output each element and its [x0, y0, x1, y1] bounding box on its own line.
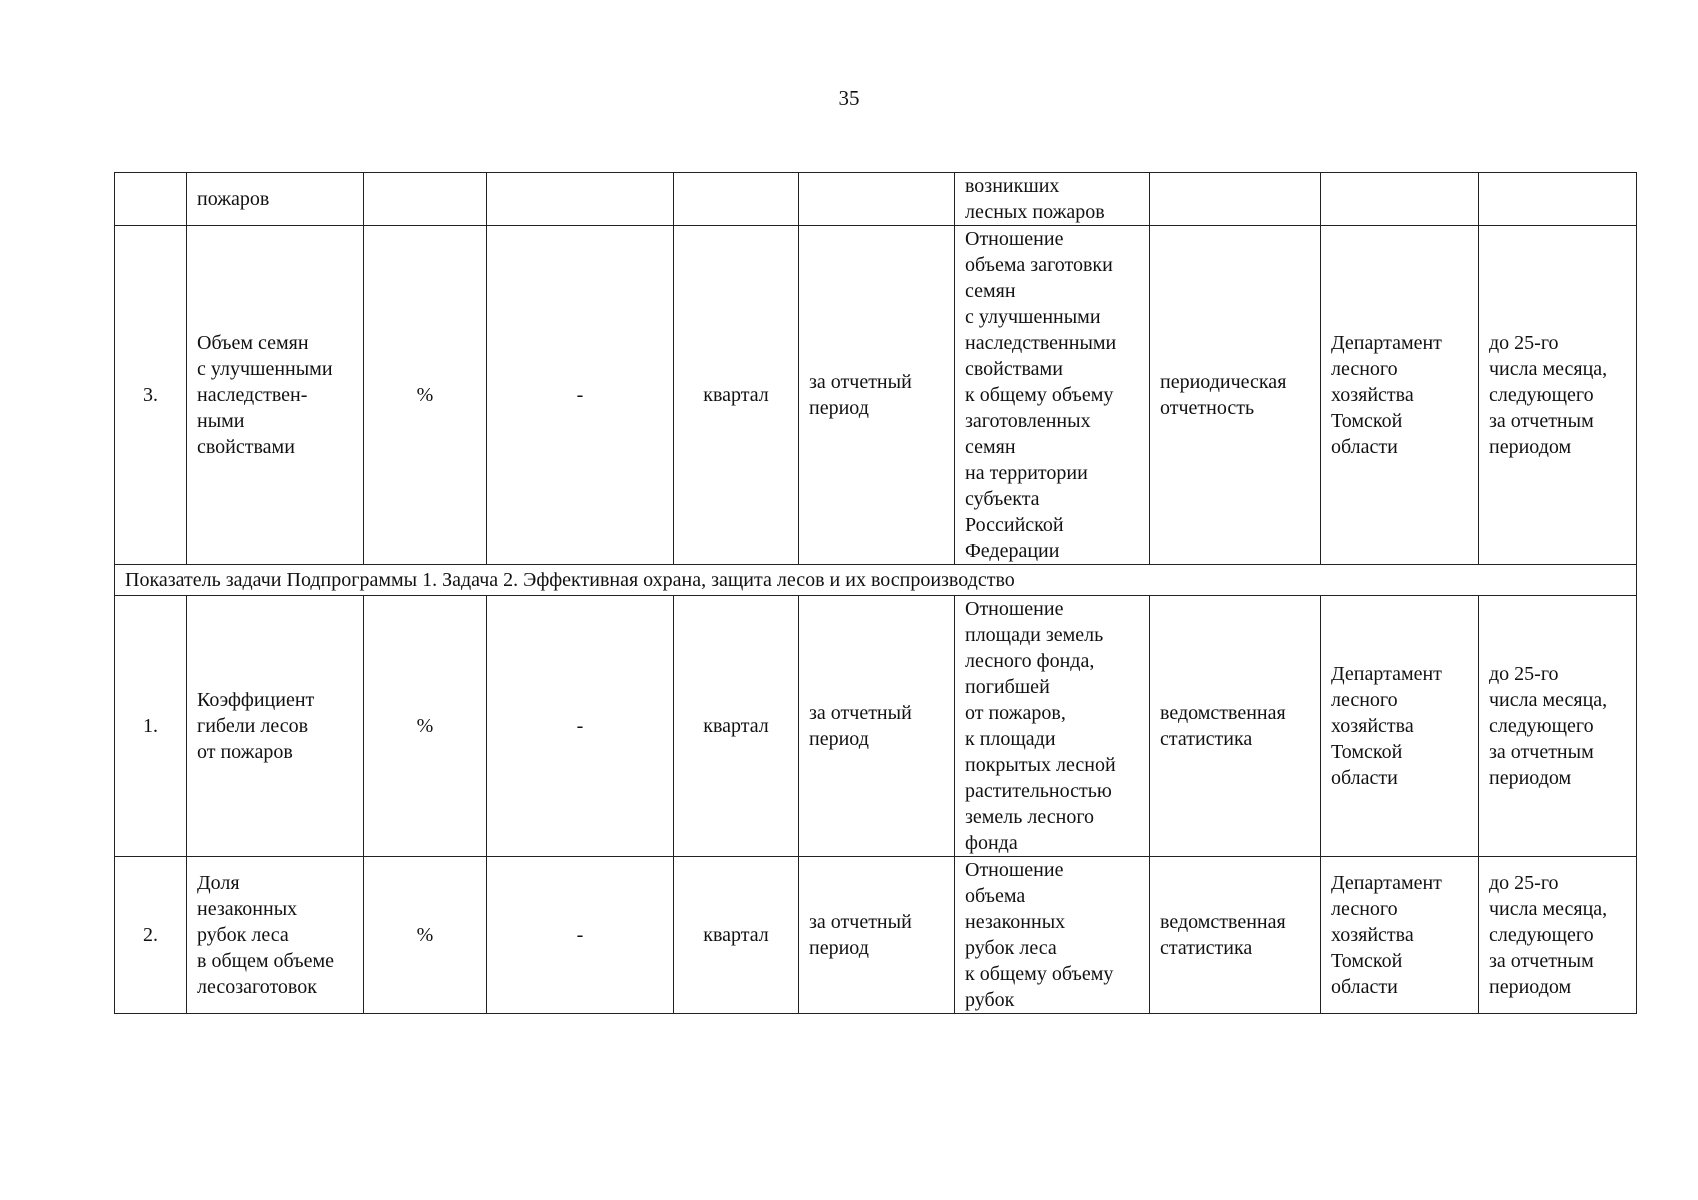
cell-dash: -	[487, 857, 674, 1014]
cell-responsible: Департамент лесного хозяйства Томской области	[1321, 226, 1479, 565]
cell-unit: %	[364, 857, 487, 1014]
cell-indicator-name: Доля незаконных рубок леса в общем объеме лесозаготовок	[187, 857, 364, 1014]
cell-formula: возникших лесных пожаров	[955, 173, 1150, 226]
cell-indicator-name: пожаров	[187, 173, 364, 226]
cell-dash: -	[487, 226, 674, 565]
table-row	[115, 173, 1637, 226]
cell-period	[799, 173, 955, 226]
cell-unit: %	[364, 596, 487, 857]
cell-period: за отчетный период	[799, 226, 955, 565]
cell-dash: -	[487, 596, 674, 857]
cell-deadline: до 25-го числа месяца, следующего за отчетным периодом	[1479, 857, 1637, 1014]
cell-responsible	[1321, 173, 1479, 226]
cell-formula: Отношение объема заготовки семян с улучшенными наследственными свойствами к общему объему заготовленных семян на территории субъекта Российской Федерации	[955, 226, 1150, 565]
cell-source: ведомственная статистика	[1150, 857, 1321, 1014]
cell-source	[1150, 173, 1321, 226]
cell-formula: Отношение объема незаконных рубок леса к общему объему рубок	[955, 857, 1150, 1014]
cell-period: за отчетный период	[799, 596, 955, 857]
cell-deadline	[1479, 173, 1637, 226]
cell-number: 1.	[115, 596, 187, 857]
section-title: Показатель задачи Подпрограммы 1. Задача 2. Эффективная охрана, защита лесов и их воспроизводство	[115, 565, 1637, 596]
table-row	[115, 857, 1637, 1014]
cell-frequency: квартал	[674, 857, 799, 1014]
cell-number	[115, 173, 187, 226]
cell-responsible: Департамент лесного хозяйства Томской области	[1321, 596, 1479, 857]
cell-indicator-name: Коэффициент гибели лесов от пожаров	[187, 596, 364, 857]
table-row	[115, 226, 1637, 565]
cell-frequency: квартал	[674, 596, 799, 857]
cell-unit	[364, 173, 487, 226]
indicators-table	[114, 172, 1637, 1014]
cell-source: ведомственная статистика	[1150, 596, 1321, 857]
cell-number: 2.	[115, 857, 187, 1014]
cell-formula: Отношение площади земель лесного фонда, погибшей от пожаров, к площади покрытых лесной растительностью земель лесного фонда	[955, 596, 1150, 857]
cell-period: за отчетный период	[799, 857, 955, 1014]
table-row	[115, 596, 1637, 857]
cell-dash	[487, 173, 674, 226]
cell-unit: %	[364, 226, 487, 565]
cell-deadline: до 25-го числа месяца, следующего за отчетным периодом	[1479, 596, 1637, 857]
cell-number: 3.	[115, 226, 187, 565]
cell-frequency	[674, 173, 799, 226]
cell-frequency: квартал	[674, 226, 799, 565]
cell-deadline: до 25-го числа месяца, следующего за отчетным периодом	[1479, 226, 1637, 565]
cell-indicator-name: Объем семян с улучшенными наследствен- ными свойствами	[187, 226, 364, 565]
cell-responsible: Департамент лесного хозяйства Томской области	[1321, 857, 1479, 1014]
section-header-row	[115, 565, 1637, 596]
page-number: 35	[838, 86, 860, 110]
cell-source: периодическая отчетность	[1150, 226, 1321, 565]
